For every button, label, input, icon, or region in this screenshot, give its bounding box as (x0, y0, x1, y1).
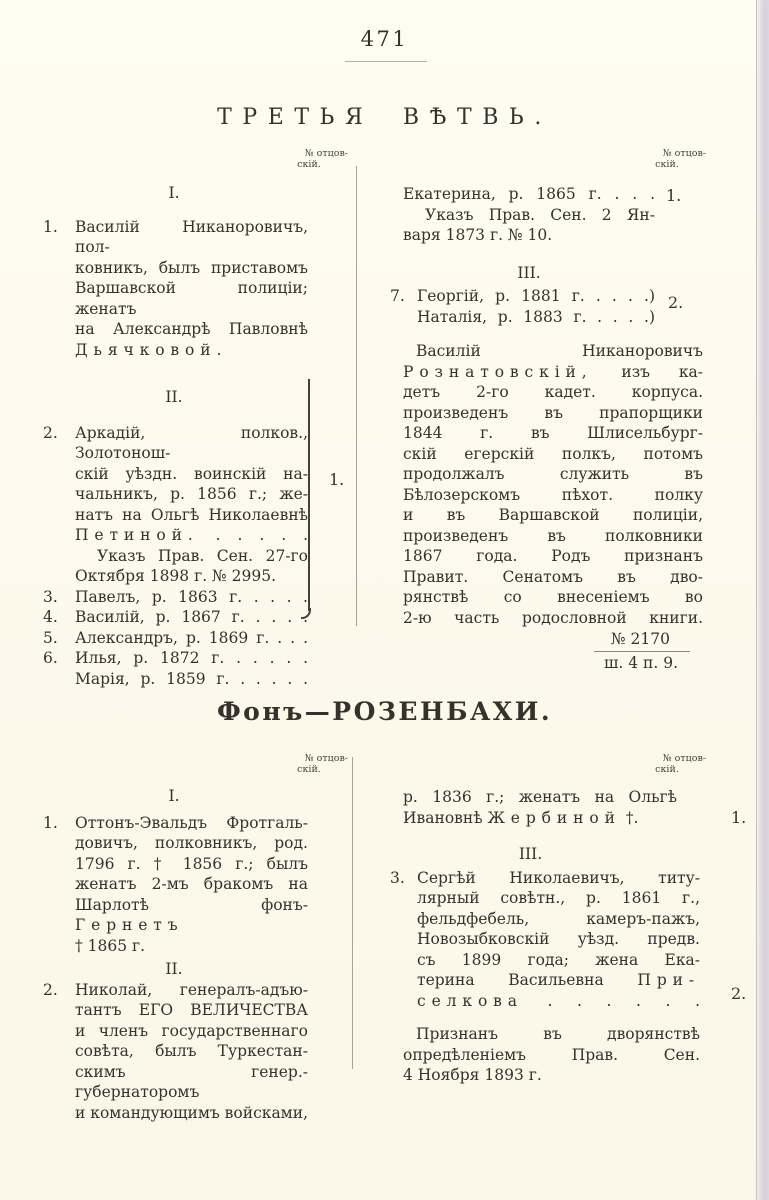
generation-heading: II. (165, 388, 183, 406)
text-line: совѣта, былъ Туркестан- (75, 1042, 308, 1060)
dot-leader: . . . . . (215, 526, 308, 544)
text-fragment: терина Васильевна (417, 971, 604, 989)
person-entry (40, 669, 308, 690)
spaced-surname: Гернетъ (75, 916, 184, 934)
text-line (417, 970, 700, 991)
text-line: произведенъ въ прапорщики (403, 403, 703, 422)
text-line: Варшавской полиціи; женатъ (75, 279, 308, 318)
column-header-line: № отцов- (662, 753, 706, 764)
text-line: натъ на Ольгѣ Николаевнѣ (75, 505, 308, 524)
text-line: 1867 года. Родъ признанъ (403, 547, 703, 565)
text-line (75, 525, 308, 546)
person-number: 6. (43, 649, 58, 667)
generation-heading: I. (168, 184, 180, 202)
text-line: на Александрѣ Павловнѣ (75, 320, 308, 338)
family-name-heading: Фонъ—РОЗЕНБАХИ. (216, 697, 553, 726)
person-number: 1. (43, 813, 58, 832)
text-line: Александръ, р. 1869 г. . . . (75, 628, 308, 647)
column-header-line: скій. (655, 159, 679, 170)
column-header-line: № отцов- (304, 753, 348, 764)
father-number-column-header (628, 148, 706, 170)
text-line: скимъ генер.-губернаторомъ (75, 1062, 308, 1101)
person-number: 3. (43, 587, 58, 606)
text-line: Бѣлозерскомъ пѣхот. полку (403, 485, 703, 504)
page-number-rule (345, 61, 427, 62)
text-line (75, 895, 308, 936)
text-line: Марія, р. 1859 г. . . . . . (75, 669, 308, 688)
text-line: и въ Варшавской полиціи, (403, 506, 703, 524)
recognition-paragraph (403, 1024, 700, 1086)
text-line: произведенъ въ полковники (403, 526, 703, 545)
text-line: Признанъ въ дворянствѣ (416, 1025, 700, 1043)
father-number: 2. (731, 984, 747, 1003)
decree-line: Октября 1898 г. № 2995. (75, 567, 277, 585)
text-line: Екатерина, р. 1865 г. . . . (403, 185, 655, 203)
spaced-surname: селкова (417, 991, 523, 1010)
person-entry (40, 980, 308, 1124)
text-line: скій уѣздн. воинскій на- (75, 464, 308, 483)
father-number-column-header (270, 148, 348, 170)
person-entry (403, 787, 677, 828)
father-number: 2. (668, 293, 684, 312)
generation-heading: II. (165, 960, 183, 978)
person-entry (40, 607, 308, 628)
person-entry (40, 648, 308, 669)
text-fragment: Ивановнѣ (403, 808, 483, 827)
text-line: женатъ 2-мъ бракомъ на (75, 875, 308, 893)
father-number: 1. (329, 470, 345, 489)
text-line (417, 991, 700, 1012)
person-number: 5. (43, 628, 58, 647)
generation-heading: III. (518, 845, 543, 863)
person-entry (40, 423, 308, 587)
decree-line: Указъ Прав. Сен. 27-го (97, 546, 308, 565)
spaced-surname: Петиной. (75, 526, 199, 544)
right-column-generation-list (390, 184, 703, 673)
column-header-line: № отцов- (662, 148, 706, 159)
text-line (403, 808, 677, 829)
text-line: Василій, р. 1867 г. . . . . (75, 608, 308, 626)
text-line: † 1865 г. (75, 936, 146, 955)
person-number: 2. (43, 423, 58, 442)
person-number: 2. (43, 980, 58, 999)
text-line: 4 Ноября 1893 г. (403, 1066, 542, 1084)
text-line: продолжалъ служить въ (403, 465, 703, 483)
text-line (403, 362, 703, 383)
left-column-generation-list (40, 183, 308, 689)
text-line: Сергѣй Николаевичъ, титу- (417, 868, 700, 887)
text-line: рянствѣ со внесеніемъ во (403, 588, 703, 606)
spaced-surname: Жербиной (487, 808, 621, 827)
text-line: Павелъ, р. 1863 г. . . . . (75, 587, 308, 606)
decree-line: варя 1873 г. № 10. (403, 226, 553, 244)
person-number: 7. (390, 287, 405, 305)
text-line: р. 1836 г.; женатъ на Ольгѣ (403, 788, 677, 806)
generation-heading: III. (517, 263, 541, 282)
spaced-surname: Рознатовскій, (403, 362, 593, 381)
text-line: Наталія, р. 1883 г. . . . .) (417, 307, 655, 326)
text-line: тантъ ЕГО ВЕЛИЧЕСТВА (75, 1001, 308, 1019)
text-line: Василій Никаноровичъ (416, 342, 703, 360)
column-header-line: скій. (655, 764, 679, 775)
text-line: скій егерскій полкъ, потомъ (403, 444, 703, 463)
decree-line: Указъ Прав. Сен. 2 Ян- (425, 205, 655, 224)
person-number: 4. (43, 608, 58, 626)
text-fragment: †. (625, 808, 639, 827)
text-line: и членъ государственнаго (75, 1021, 308, 1040)
case-shelf-ref: ш. 4 п. 9. (603, 654, 678, 672)
column-header-line: скій. (297, 764, 321, 775)
text-line: 1844 г. въ Шлисельбург- (403, 424, 703, 442)
text-line: 2-ю часть родословной книги. (403, 608, 703, 627)
dot-leader: . . . . . . (547, 991, 700, 1010)
person-entry (403, 184, 655, 246)
person-number: 1. (43, 217, 58, 236)
spaced-surname: Дьячковой. (75, 340, 228, 359)
text-line: чальникъ, р. 1856 г.; же- (75, 485, 308, 503)
text-fragment: изъ ка- (621, 362, 703, 381)
column-header-line: № отцов- (304, 148, 348, 159)
right-column-generation-list (390, 787, 700, 1086)
column-divider-rule (352, 757, 353, 1069)
person-entry (390, 286, 655, 327)
person-entry (40, 587, 308, 608)
branch-title: ТРЕТЬЯ ВѢТВЬ. (217, 105, 552, 130)
text-line: Николай, генералъ-адъю- (75, 980, 308, 999)
case-reference (403, 630, 690, 673)
person-entry (40, 217, 308, 361)
page-edge-shadow (756, 0, 769, 1200)
person-entry (40, 813, 308, 957)
case-number: № 2170 (610, 630, 670, 648)
text-line: Новозыбковскій уѣзд. предв. (417, 930, 700, 948)
person-entry (40, 628, 308, 649)
text-fragment: Шарлотѣ фонъ- (75, 895, 308, 914)
case-rule (594, 651, 690, 652)
text-line: 1796 г. † 1856 г.; былъ (75, 854, 308, 873)
column-divider-rule (356, 166, 357, 626)
text-line: Правит. Сенатомъ въ дво- (403, 567, 703, 586)
father-number-column-header (628, 753, 706, 775)
text-line: Василій Никаноровичъ, пол- (75, 217, 308, 256)
left-column-generation-list (40, 786, 308, 1123)
text-line: ковникъ, былъ приставомъ (75, 258, 308, 277)
text-line: фельдфебель, камеръ-пажъ, (417, 909, 700, 928)
text-line: лярный совѣтн., р. 1861 г., (417, 889, 700, 907)
father-number-column-header (270, 753, 348, 775)
text-line: Илья, р. 1872 г. . . . . . (75, 649, 308, 667)
father-number: 1. (731, 808, 747, 827)
text-line: Аркадій, полков., Золотонош- (75, 423, 308, 462)
person-entry (390, 868, 700, 1012)
text-line: и командующимъ войсками, (75, 1103, 308, 1122)
text-line: довичъ, полковникъ, род. (75, 834, 308, 852)
spaced-surname: При- (637, 971, 700, 989)
page-number: 471 (360, 27, 409, 51)
text-line: Георгій, р. 1881 г. . . . .) (417, 287, 655, 305)
grouping-brace (308, 379, 310, 611)
biography-paragraph (403, 341, 703, 628)
text-line: опредѣленіемъ Прав. Сен. (403, 1045, 700, 1064)
person-number: 3. (390, 868, 405, 887)
generation-heading: I. (168, 787, 180, 805)
text-line: съ 1899 года; жена Ека- (417, 950, 700, 969)
text-line: Оттонъ-Эвальдъ Фротгаль- (75, 813, 308, 832)
column-header-line: скій. (297, 159, 321, 170)
text-line: детъ 2-го кадет. корпуса. (403, 383, 703, 401)
father-number: 1. (666, 186, 682, 205)
